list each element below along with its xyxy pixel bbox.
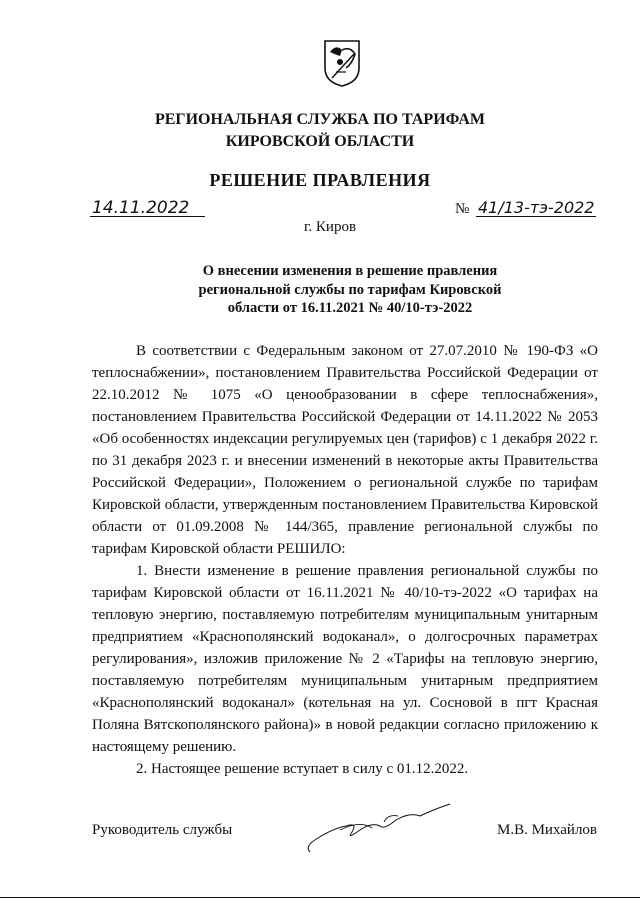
signatory-title: Руководитель службы (92, 822, 233, 838)
signatory-name: М.В. Михайлов (497, 822, 598, 838)
coat-of-arms-emblem (322, 38, 362, 88)
preamble-paragraph: В соответствии с Федеральным законом от 27.07.2010 № 190-ФЗ «О теплоснабжении», постановлением Правительства Российской Федерации от 22.10.2012 № 1075 «О ценообразовании в сфере теплоснабжения», постановлением Правительства Российской Федерации от 14.11.2022 № 2053 «Об особенностях индексации регулируемых цен (тарифов) с 1 декабря 2022 г. по 31 декабря 2023 г. и внесении изменений в некоторые акты Правительства Российской Федерации», Положением о региональной службе по тарифам Кировской области, утвержденным постановлением Правительства Кировской области от 01.09.2008 № 144/365, правление региональной службы по тарифам Кировской области РЕШИЛО: (92, 343, 598, 557)
decision-date: 14.11.2022 (92, 198, 190, 218)
decision-item-1: 1. Внести изменение в решение правления региональной службы по тарифам Кировской области от 16.11.2021 № 40/10-тэ-2022 «О тарифах на тепловую энергию, поставляемую потребителям муниципальным унитарным предприятием «Краснополянский водоканал», о долгосрочных параметрах регулирования», изложив приложение № 2 «Тарифы на тепловую энергию, поставляемую потребителям муниципальным унитарным предприятием «Краснополянский водоканал» (котельная на ул. Сосновой в пгт Красная Поляна Вятскополянского района)» в новой редакции согласно приложению к настоящему решению. (92, 563, 598, 755)
city-label: г. Киров (303, 219, 357, 235)
number-underline (476, 216, 596, 217)
decision-subject: О внесении изменения в решение правления региональной службы по тарифам Кировской области от 16.11.2021 № 40/10-тэ-2022 (198, 263, 502, 316)
decision-number: 41/13-тэ-2022 (478, 198, 595, 217)
handwritten-signature (300, 800, 470, 860)
page-bottom-rule (0, 897, 640, 898)
org-name-line2: КИРОВСКОЙ ОБЛАСТИ (225, 133, 415, 150)
org-name-line1: РЕГИОНАЛЬНАЯ СЛУЖБА ПО ТАРИФАМ (154, 111, 486, 128)
number-sign: № (455, 201, 470, 217)
date-underline (90, 216, 205, 217)
decision-item-2: 2. Настоящее решение вступает в силу с 01.12.2022. (136, 761, 469, 777)
decision-body (92, 340, 598, 780)
document-type-heading: РЕШЕНИЕ ПРАВЛЕНИЯ (209, 170, 431, 190)
